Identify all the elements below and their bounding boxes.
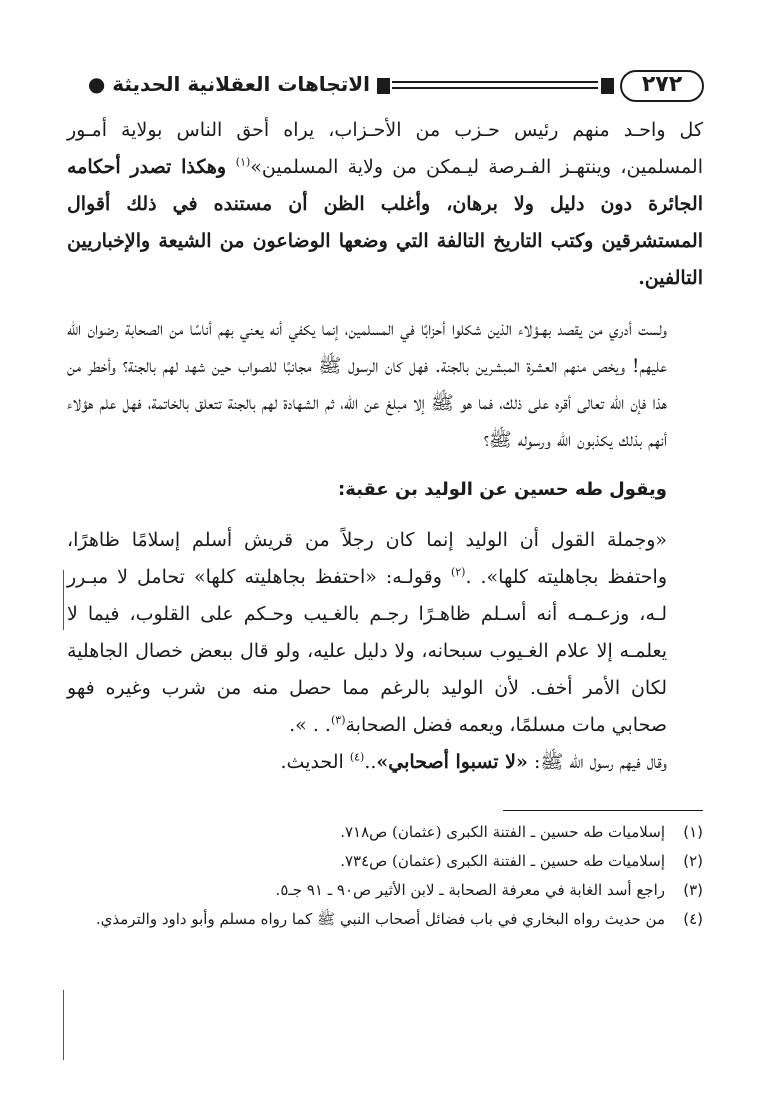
header-square-ornament — [377, 78, 390, 94]
paragraph-2: ولست أدري من يقصد بهـؤلاء الذين شكلوا أحزابًا في المسلمين، إنما يكفي أنه يعني بهم أناسًا من الصحابة رضوان الله عليهم! ويخص منهم العشرة المبشرين بالجنة. فهل كان الرسول ﷺ مجانبًا للصواب حين شهد لهم بالجنة؟ وأخطر من هذا فإن الله تعالى أقره على ذلك، فما هو ﷺ إلا مبلغ عن الله، ثم الشهادة لهم بالجنة تتعلق بالخاتمة، فهل علم هؤلاء أنهم بذلك يكذبون الله ورسوله ﷺ؟ — [67, 318, 667, 451]
text-run: «وجملة القول أن الوليد إنما كان رجلاً من قريش أسلم إسلامًا ظاهرًا، واحتفظ بجاهليته كلها». . — [67, 529, 668, 588]
footnote-number: (٤) — [683, 910, 703, 928]
paragraph-1 — [67, 112, 703, 297]
section-subheading: ويقول طه حسين عن الوليد بن عقبة: — [338, 479, 667, 500]
text-run: وقال فيهم رسول الله ﷺ: — [527, 751, 667, 773]
running-title — [88, 70, 370, 98]
text-run: كل واحـد منهم رئيس حـزب من الأحـزاب، يراه أحق الناس بولاية أمـور المسلمين، وينتهـز الفـرصة ليـمكن من ولاية المسلمين» — [67, 119, 703, 178]
margin-scan-line — [63, 990, 64, 1060]
footnote — [67, 818, 703, 847]
footnotes — [67, 818, 703, 934]
main-text — [67, 112, 703, 781]
footnote-text: إسلاميات طه حسين ـ الفتنة الكبرى (عثمان) ص٧٣٤. — [340, 852, 665, 870]
footnote — [67, 905, 703, 934]
footnote-number: (٣) — [683, 881, 703, 899]
footnote-ref: (١) — [235, 155, 251, 169]
text-run: .. — [364, 751, 377, 773]
bold-text-run: وهكذا تصدر أحكامه الجائرة دون دليل ولا برهان، وأغلب الظن أن مستنده في ذلك أقوال المستشرقين وكتب التاريخ التالفة التي وضعها الوضاعون من الشيعة والإخباريين التالفين. — [67, 156, 703, 289]
footnote — [67, 847, 703, 876]
margin-scan-line — [63, 570, 64, 630]
footnote-ref: (٣) — [330, 713, 346, 727]
footnote-text: راجع أسد الغابة في معرفة الصحابة ـ لابن الأثير ص٩٠ ـ ٩١ جـ٥. — [275, 881, 665, 899]
text-run: الحديث. — [280, 751, 350, 773]
header-square-ornament — [601, 78, 614, 94]
running-title-text: الاتجاهات العقلانية الحديثة — [112, 72, 370, 96]
title-dot-icon: ● — [87, 72, 106, 96]
footnote-ref: (٤) — [349, 750, 365, 764]
footnote-text: من حديث رواه البخاري في باب فضائل أصحاب النبي ﷺ كما رواه مسلم وأبو داود والترمذي. — [95, 910, 665, 928]
quote-paragraph — [67, 522, 703, 744]
text-run: وقولـه: «احتفظ بجاهليته كلها» تحامل لا مبـرر لـه، وزعـمـه أنه أسـلم ظاهـرًا رجـم بالغـيب وحـكم على القلوب، فيما لا يعلمـه إلا علام الغـيوب سبحانه، ولا دليل عليه، ولو قال ببعض خصال الجاهلية لكان الأمر أخف. لأن الوليد بالرغم مما حصل منه من شرب وغيره فهو صحابي مات مسلمًا، ويعمه فضل الصحابة — [67, 566, 667, 736]
page-header — [68, 68, 704, 104]
hadith-line — [67, 744, 703, 781]
footnote-number: (١) — [683, 823, 703, 841]
footnote-separator — [503, 810, 703, 811]
footnote-number: (٢) — [683, 852, 703, 870]
header-double-rule — [392, 81, 598, 89]
footnote-ref: (٢) — [450, 565, 466, 579]
footnote — [67, 876, 703, 905]
text-run: . . ». — [289, 714, 331, 736]
footnote-text: إسلاميات طه حسين ـ الفتنة الكبرى (عثمان) ص٧١٨. — [340, 823, 665, 841]
page-number: ٢٧٢ — [620, 70, 704, 102]
bold-text-run: «لا تسبوا أصحابي» — [376, 751, 528, 773]
